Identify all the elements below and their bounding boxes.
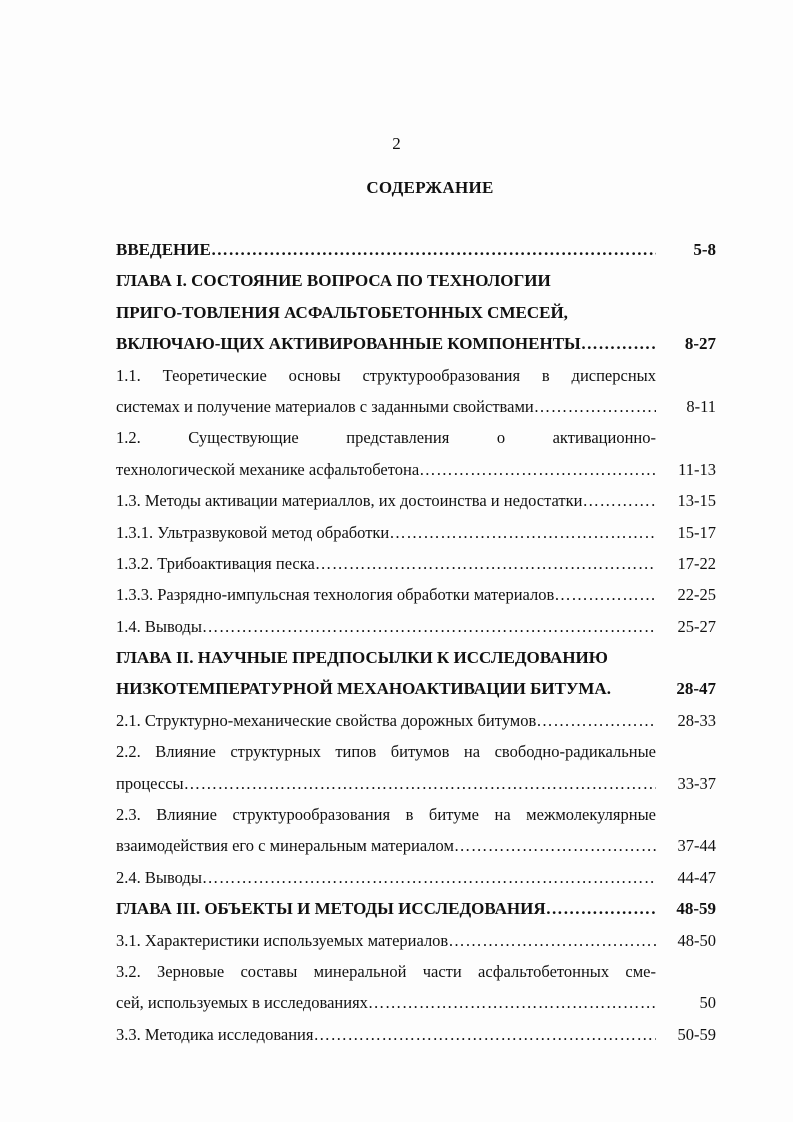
leader-dots: [582, 491, 656, 510]
toc-entry: [116, 642, 716, 673]
toc-entry-pages: 8-11: [686, 396, 716, 416]
toc-entry-pages: 5-8: [693, 239, 716, 259]
toc-entry: [116, 987, 716, 1018]
leader-dots: [315, 554, 656, 573]
toc-entry-pages: 17-22: [677, 553, 716, 573]
toc-entry: [116, 768, 716, 799]
toc-entry-title: [116, 768, 656, 799]
toc-entry: [116, 234, 716, 265]
toc-entry-title: [116, 517, 656, 548]
toc-entry: [116, 485, 716, 516]
toc-entry: [116, 893, 716, 924]
page-title: СОДЕРЖАНИЕ: [366, 178, 494, 197]
toc-entry-title: [116, 1019, 656, 1050]
leader-dots: [389, 523, 656, 542]
toc-entry-pages: 48-50: [677, 930, 716, 950]
toc-entry-pages: 22-25: [677, 585, 716, 605]
toc-entry: [116, 736, 716, 767]
leader-dots: [313, 1025, 656, 1044]
toc-entry: [116, 673, 716, 704]
toc-entry: [116, 297, 716, 328]
toc-entry: [116, 579, 716, 610]
toc-entry-label: 1.3.3. Разрядно-импульсная технология обработки материалов: [116, 585, 555, 605]
leader-dots: [534, 397, 656, 416]
toc-entry-label: взаимодействия его с минеральным материалом: [116, 836, 454, 856]
toc-entry-label: 2.4. Выводы: [116, 867, 202, 887]
toc-entry-title: [116, 673, 656, 704]
leader-dots: [554, 585, 656, 604]
toc-entry-label: 1.1. Теоретические основы структурообразования в дисперсных: [116, 365, 656, 385]
toc-entry-title: [116, 579, 656, 610]
toc-entry-title: [116, 234, 656, 265]
toc-entry-title: [116, 956, 656, 987]
toc-entry-title: [116, 642, 656, 673]
toc-entry-title: [116, 328, 656, 359]
toc-entry-pages: 25-27: [677, 616, 716, 636]
toc-entry-label: ВВЕДЕНИЕ: [116, 239, 211, 259]
leader-dots: [536, 711, 656, 730]
toc-entry-label: 1.3.1. Ультразвуковой метод обработки: [116, 522, 390, 542]
toc-entry-pages: 28-47: [676, 679, 716, 699]
page-number: 2: [392, 134, 401, 153]
toc-entry: [116, 862, 716, 893]
table-of-contents: [116, 234, 716, 1050]
toc-entry-pages: 11-13: [678, 459, 716, 479]
toc-entry: [116, 360, 716, 391]
toc-entry-title: [116, 862, 656, 893]
toc-entry-pages: 8-27: [684, 334, 716, 354]
toc-entry-label: 2.3. Влияние структурообразования в битуме на межмолекулярные: [116, 805, 656, 825]
toc-entry-title: [116, 799, 656, 830]
toc-entry-title: [116, 265, 656, 296]
toc-entry-label: НИЗКОТЕМПЕРАТУРНОЙ МЕХАНОАКТИВАЦИИ БИТУМА.: [116, 679, 611, 699]
toc-entry-title: [116, 422, 656, 453]
toc-entry-title: [116, 987, 656, 1018]
toc-entry: [116, 1019, 716, 1050]
toc-entry-label: сей, используемых в исследованиях: [116, 993, 368, 1013]
leader-dots: [581, 334, 656, 353]
toc-entry-pages: 33-37: [677, 773, 716, 793]
toc-entry: [116, 799, 716, 830]
toc-entry-label: 1.4. Выводы: [116, 616, 202, 636]
toc-entry-label: технологической механике асфальтобетона: [116, 459, 420, 479]
toc-entry-label: системах и получение материалов с заданными свойствами: [116, 396, 534, 416]
toc-entry-pages: 50: [699, 993, 716, 1013]
toc-entry-title: [116, 705, 656, 736]
toc-entry-title: [116, 485, 656, 516]
leader-dots: [454, 836, 656, 855]
leader-dots: [202, 868, 656, 887]
toc-entry-title: [116, 454, 656, 485]
leader-dots: [202, 617, 656, 636]
leader-dots: [419, 460, 656, 479]
leader-dots: [546, 899, 656, 918]
toc-entry-pages: 50-59: [677, 1024, 716, 1044]
toc-entry-label: 2.1. Структурно-механические свойства дорожных битумов: [116, 710, 537, 730]
toc-entry: [116, 956, 716, 987]
toc-entry-label: 2.2. Влияние структурных типов битумов на свободно-радикальные: [116, 742, 656, 762]
toc-entry-label: 1.3.2. Трибоактивация песка: [116, 553, 315, 573]
leader-dots: [184, 774, 656, 793]
toc-entry-title: [116, 297, 656, 328]
toc-entry: [116, 454, 716, 485]
toc-entry-pages: 13-15: [677, 491, 716, 511]
toc-entry-label: 1.3. Методы активации материаллов, их достоинства и недостатки: [116, 491, 583, 511]
toc-entry-label: ГЛАВА III. ОБЪЕКТЫ И МЕТОДЫ ИССЛЕДОВАНИЯ: [116, 899, 546, 919]
toc-entry-title: [116, 611, 656, 642]
toc-entry: [116, 705, 716, 736]
toc-entry-title: [116, 391, 656, 422]
toc-entry-pages: 37-44: [677, 836, 716, 856]
toc-entry-title: [116, 893, 656, 924]
toc-entry-label: 3.1. Характеристики используемых материалов: [116, 930, 449, 950]
toc-entry-label: ГЛАВА I. СОСТОЯНИЕ ВОПРОСА ПО ТЕХНОЛОГИИ: [116, 271, 551, 291]
toc-entry-label: 3.2. Зерновые составы минеральной части асфальтобетонных сме-: [116, 961, 656, 981]
toc-entry-title: [116, 548, 656, 579]
toc-entry-pages: 28-33: [677, 710, 716, 730]
toc-entry-pages: 15-17: [677, 522, 716, 542]
toc-entry: [116, 548, 716, 579]
toc-entry-pages: 48-59: [676, 899, 716, 919]
toc-entry-title: [116, 830, 656, 861]
toc-entry-label: ГЛАВА II. НАУЧНЫЕ ПРЕДПОСЫЛКИ К ИССЛЕДОВАНИЮ: [116, 648, 608, 668]
toc-entry: [116, 328, 716, 359]
toc-entry-label: ПРИГО-ТОВЛЕНИЯ АСФАЛЬТОБЕТОННЫХ СМЕСЕЙ,: [116, 302, 568, 322]
leader-dots: [211, 240, 656, 259]
toc-entry-title: [116, 925, 656, 956]
toc-entry: [116, 830, 716, 861]
toc-entry: [116, 265, 716, 296]
toc-entry: [116, 517, 716, 548]
toc-entry: [116, 611, 716, 642]
leader-dots: [448, 931, 656, 950]
leader-dots: [368, 993, 656, 1012]
toc-entry-title: [116, 360, 656, 391]
toc-entry: [116, 422, 716, 453]
toc-entry-pages: 44-47: [677, 867, 716, 887]
toc-entry: [116, 391, 716, 422]
toc-entry-title: [116, 736, 656, 767]
toc-entry-label: процессы: [116, 773, 184, 793]
toc-entry-label: 1.2. Существующие представления о активационно-: [116, 428, 656, 448]
toc-entry: [116, 925, 716, 956]
toc-entry-label: ВКЛЮЧАЮ-ЩИХ АКТИВИРОВАННЫЕ КОМПОНЕНТЫ: [116, 334, 581, 354]
toc-entry-label: 3.3. Методика исследования: [116, 1024, 314, 1044]
